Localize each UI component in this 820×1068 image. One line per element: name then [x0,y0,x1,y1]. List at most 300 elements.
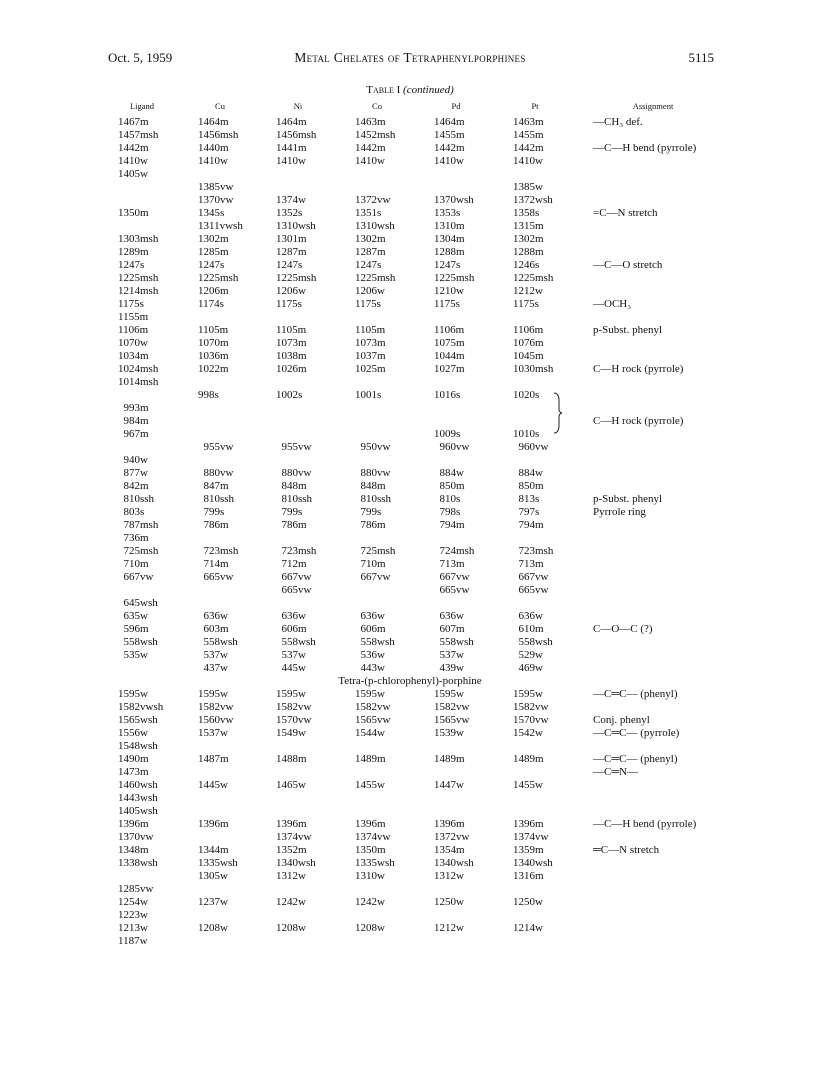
cell-co: 1247s [355,259,382,271]
cell-ni: 1301m [276,233,307,245]
table-row [0,935,820,948]
cell-ligand: 1595w [118,688,148,700]
cell-cu: 998s [198,389,219,401]
cell-pt: 1455m [513,129,544,141]
table-row [0,506,820,519]
cell-pd: 1455m [434,129,465,141]
cell-ni: 1352m [276,844,307,856]
cell-pt: 713m [518,558,544,570]
cell-ligand: 1473m [118,766,149,778]
cell-ni: 1105m [276,324,307,336]
cell-ligand: 1175s [118,298,144,310]
table-row [0,350,820,363]
column-header-co: Co [372,101,382,111]
cell-co: 725msh [360,545,396,557]
cell-pt: 1316m [513,870,544,882]
cell-ligand: 1410w [118,155,148,167]
cell-pt: 884w [518,467,543,479]
cell-pt: 1396m [513,818,544,830]
table-row [0,467,820,480]
cell-pd: 1582vw [434,701,470,713]
table-row [0,168,820,181]
cell-pd: 1370wsh [434,194,474,206]
cell-pd: 960vw [439,441,470,453]
cell-ni: 1582vw [276,701,312,713]
cell-assignment: ═C—N stretch [593,844,660,856]
cell-pt: 1595w [513,688,543,700]
cell-pd: 1396m [434,818,465,830]
cell-pt: 636w [518,610,543,622]
cell-ligand: 1223w [118,909,148,921]
cell-ni: 810ssh [281,493,313,505]
cell-co: 1463m [355,116,386,128]
cell-pd: 607m [439,623,465,635]
cell-cu: 437w [203,662,228,674]
cell-co: 1310w [355,870,385,882]
cell-pt: 850m [518,480,544,492]
cell-co: 1410w [355,155,385,167]
cell-pd: 537w [439,649,464,661]
cell-pt: 1212w [513,285,543,297]
column-header-ligand: Ligand [129,101,155,111]
cell-pd: 798s [439,506,461,518]
cell-pd: 1310m [434,220,465,232]
cell-cu: 786m [203,519,229,531]
table-row [0,857,820,870]
cell-ni: 667vw [281,571,312,583]
cell-ni: 1287m [276,246,307,258]
cell-pd: 1210w [434,285,464,297]
cell-assignment: p-Subst. phenyl [593,324,663,336]
cell-pt: 1374vw [513,831,549,843]
cell-co: 1310wsh [355,220,395,232]
cell-ni: 1595w [276,688,306,700]
cell-co: 636w [360,610,385,622]
cell-co: 1073m [355,337,386,349]
cell-pd: 1027m [434,363,465,375]
table-row [0,844,820,857]
cell-pd: 713m [439,558,465,570]
table-row [0,636,820,649]
table-row [0,155,820,168]
cell-pd: 1250w [434,896,464,908]
cell-pt: 1020s [513,389,540,401]
cell-pd: 1354m [434,844,465,856]
cell-cu: 1335wsh [198,857,238,869]
table-row [0,688,820,701]
cell-ni: 1247s [276,259,303,271]
cell-ni: 1002s [276,389,303,401]
cell-ligand: 1014msh [118,376,159,388]
cell-ligand: 1582vwsh [118,701,164,713]
table-row [0,584,820,597]
cell-assignment: C—H rock (pyrrole) [593,363,684,375]
cell-pd: 1016s [434,389,461,401]
cell-cu: 723msh [203,545,239,557]
cell-pt: 1045m [513,350,544,362]
cell-ligand: 1457msh [118,129,159,141]
cell-ligand: 967m [123,428,149,440]
table-row [0,142,820,155]
cell-co: 1208w [355,922,385,934]
table-row [0,194,820,207]
cell-ni: 1396m [276,818,307,830]
cell-cu: 1445w [198,779,228,791]
table-row [0,272,820,285]
cell-pt: 1175s [513,298,539,310]
cell-pd: 1212w [434,922,464,934]
cell-ligand: 535w [123,649,148,661]
table-row [0,220,820,233]
cell-co: 1287m [355,246,386,258]
cell-ni: 665vw [281,584,312,596]
cell-pd: 1312w [434,870,464,882]
cell-ni: 1456msh [276,129,317,141]
table-body [0,116,820,948]
cell-ligand: 1106m [118,324,149,336]
table-row [0,714,820,727]
cell-cu: 537w [203,649,228,661]
cell-ligand: 1396m [118,818,149,830]
cell-co: 880vw [360,467,391,479]
cell-ligand: 1214msh [118,285,159,297]
cell-ligand: 635w [123,610,148,622]
cell-pd: 1288m [434,246,465,258]
cell-cu: 810ssh [203,493,235,505]
cell-co: 1351s [355,207,382,219]
cell-pt: 558wsh [518,636,553,648]
cell-co: 1037m [355,350,386,362]
table-row [0,558,820,571]
table-row [0,428,820,441]
cell-co: 1595w [355,688,385,700]
cell-ligand: 787msh [123,519,159,531]
cell-ligand: 1213w [118,922,148,934]
cell-pd: 636w [439,610,464,622]
cell-cu: 665vw [203,571,234,583]
cell-pt: 813s [518,493,540,505]
table-row [0,181,820,194]
cell-pt: 1442m [513,142,544,154]
page-number: 5115 [688,50,714,65]
cell-cu: 558wsh [203,636,238,648]
table-row [0,259,820,272]
cell-ligand: 1070w [118,337,148,349]
cell-co: 1302m [355,233,386,245]
cell-ligand: 1289m [118,246,149,258]
cell-co: 1242w [355,896,385,908]
section-heading: Tetra-(p-chlorophenyl)-porphine [338,675,482,687]
cell-cu: 1385vw [198,181,234,193]
cell-co: 1565vw [355,714,391,726]
cell-cu: 1344m [198,844,229,856]
column-header-ni: Ni [293,101,303,111]
cell-cu: 1305w [198,870,228,882]
cell-assignment: Conj. phenyl [593,714,650,726]
cell-pd: 1225msh [434,272,475,284]
cell-ligand: 1370vw [118,831,154,843]
cell-ligand: 803s [123,506,145,518]
cell-ligand: 1024msh [118,363,159,375]
table-row [0,233,820,246]
cell-ni: 1488m [276,753,307,765]
cell-co: 1175s [355,298,381,310]
table-row [0,129,820,142]
table-row [0,623,820,636]
cell-co: 1544w [355,727,385,739]
cell-co: 1372vw [355,194,391,206]
cell-pd: 1410w [434,155,464,167]
cell-pd: 1009s [434,428,461,440]
table-row [0,909,820,922]
table-row [0,662,820,675]
cell-ligand: 725msh [123,545,159,557]
cell-co: 1335wsh [355,857,395,869]
cell-ligand: 1442m [118,142,149,154]
cell-pd: 1247s [434,259,461,271]
cell-ni: 1340wsh [276,857,316,869]
table-row [0,701,820,714]
cell-assignment: p-Subst. phenyl [593,493,663,505]
cell-cu: 1022m [198,363,229,375]
cell-pd: 1447w [434,779,464,791]
cell-cu: 1345s [198,207,225,219]
table-row [0,792,820,805]
cell-ligand: 1254w [118,896,148,908]
cell-assignment: —C═N— [593,766,639,778]
table-row [0,649,820,662]
cell-ni: 1465w [276,779,306,791]
cell-ligand: 993m [123,402,149,414]
cell-co: 799s [360,506,382,518]
cell-assignment: =C—N stretch [593,207,658,219]
cell-co: 443w [360,662,385,674]
cell-ni: 1410w [276,155,306,167]
cell-ni: 799s [281,506,303,518]
table-row [0,207,820,220]
cell-pt: 1076m [513,337,544,349]
cell-assignment: —C—H bend (pyrrole) [593,818,697,830]
cell-cu: 1396m [198,818,229,830]
cell-ligand: 1187w [118,935,148,947]
cell-ligand: 877w [123,467,148,479]
cell-ni: 1175s [276,298,302,310]
cell-pt: 1372wsh [513,194,553,206]
cell-co: 1350m [355,844,386,856]
cell-pt: 1106m [513,324,544,336]
table-label: Table I [366,84,401,96]
cell-ligand: 1460wsh [118,779,158,791]
table-row [0,298,820,311]
cell-cu: 1464m [198,116,229,128]
cell-pt: 1302m [513,233,544,245]
cell-cu: 1440m [198,142,229,154]
table-row [0,389,820,402]
cell-ni: 1206w [276,285,306,297]
cell-co: 536w [360,649,385,661]
table-row [0,545,820,558]
cell-assignment: Pyrrole ring [593,506,646,518]
cell-assignment: C—O—C (?) [593,623,653,635]
table-row [0,311,820,324]
cell-pt: 1250w [513,896,543,908]
cell-pd: 1489m [434,753,465,765]
cell-pd: 1044m [434,350,465,362]
table-row [0,454,820,467]
cell-ligand: 736m [123,532,149,544]
cell-ni: 537w [281,649,306,661]
cell-ni: 1352s [276,207,303,219]
cell-co: 1025m [355,363,386,375]
table-row [0,818,820,831]
cell-ni: 1026m [276,363,307,375]
cell-ni: 606m [281,623,307,635]
cell-ni: 1464m [276,116,307,128]
table-row [0,805,820,818]
cell-assignment: —C—H bend (pyrrole) [593,142,697,154]
cell-pt: 723msh [518,545,554,557]
cell-cu: 880vw [203,467,234,479]
cell-ni: 1312w [276,870,306,882]
cell-pd: 667vw [439,571,470,583]
cell-cu: 1237w [198,896,228,908]
table-row [0,532,820,545]
cell-pt: 1385w [513,181,543,193]
cell-ligand: 558wsh [123,636,158,648]
cell-pd: 1565vw [434,714,470,726]
cell-cu: 1208w [198,922,228,934]
cell-pt: 1410w [513,155,543,167]
cell-ni: 1441m [276,142,307,154]
cell-pt: 1358s [513,207,540,219]
table-row [0,779,820,792]
cell-co: 1374vw [355,831,391,843]
section-heading-row [0,675,820,688]
cell-ni: 1310wsh [276,220,316,232]
cell-ligand: 645wsh [123,597,158,609]
cell-ligand: 710m [123,558,149,570]
cell-assignment: —C═C— (phenyl) [593,688,678,700]
table-row [0,324,820,337]
cell-ni: 445w [281,662,306,674]
cell-ligand: 984m [123,415,149,427]
cell-pt: 1315m [513,220,544,232]
table-row [0,870,820,883]
cell-pd: 1595w [434,688,464,700]
cell-co: 606m [360,623,386,635]
cell-cu: 1537w [198,727,228,739]
table-caption [0,84,820,96]
cell-co: 710m [360,558,386,570]
cell-ligand: 842m [123,480,149,492]
cell-pd: 1304m [434,233,465,245]
table-row [0,896,820,909]
cell-cu: 1225msh [198,272,239,284]
cell-ligand: 1225msh [118,272,159,284]
cell-ni: 1549w [276,727,306,739]
table-row [0,376,820,389]
cell-co: 1225msh [355,272,396,284]
cell-pd: 884w [439,467,464,479]
table-row [0,480,820,493]
cell-pt: 1359m [513,844,544,856]
cell-pt: 1582vw [513,701,549,713]
column-header-pd: Pd [451,101,461,111]
cell-co: 786m [360,519,386,531]
cell-ligand: 1350m [118,207,149,219]
table-row [0,337,820,350]
cell-ligand: 1490m [118,753,149,765]
cell-assignment: —CH₃ def. [593,116,643,128]
cell-pd: 724msh [439,545,475,557]
cell-ni: 558wsh [281,636,316,648]
cell-ni: 955vw [281,441,312,453]
cell-co: 950vw [360,441,391,453]
cell-pt: 1288m [513,246,544,258]
cell-pd: 665vw [439,584,470,596]
table-row [0,610,820,623]
table-row [0,571,820,584]
cell-cu: 714m [203,558,229,570]
cell-co: 1206w [355,285,385,297]
cell-cu: 636w [203,610,228,622]
cell-ligand: 1405w [118,168,148,180]
cell-cu: 1560vw [198,714,234,726]
column-headers [0,101,820,115]
table-row [0,831,820,844]
cell-co: 558wsh [360,636,395,648]
cell-cu: 1595w [198,688,228,700]
cell-cu: 1247s [198,259,225,271]
cell-ni: 1208w [276,922,306,934]
table-row [0,519,820,532]
cell-pd: 558wsh [439,636,474,648]
table-row [0,285,820,298]
cell-assignment: —C═C— (phenyl) [593,753,678,765]
table-row [0,766,820,779]
cell-assignment: C—H rock (pyrrole) [593,415,684,427]
cell-pd: 1175s [434,298,460,310]
cell-ligand: 1338wsh [118,857,158,869]
table-row [0,415,820,428]
cell-cu: 1174s [198,298,224,310]
cell-co: 1452msh [355,129,396,141]
cell-pt: 794m [518,519,544,531]
header-date: Oct. 5, 1959 [108,50,173,65]
cell-ni: 636w [281,610,306,622]
cell-pt: 1246s [513,259,540,271]
cell-pd: 794m [439,519,465,531]
cell-pt: 1225msh [513,272,554,284]
cell-ligand: 667vw [123,571,154,583]
table-label-suffix: (continued) [403,84,454,96]
cell-cu: 1582vw [198,701,234,713]
cell-cu: 1370vw [198,194,234,206]
cell-pd: 1539w [434,727,464,739]
table-row [0,740,820,753]
cell-pt: 1570vw [513,714,549,726]
cell-co: 1489m [355,753,386,765]
cell-co: 667vw [360,571,391,583]
cell-ligand: 1285vw [118,883,154,895]
cell-cu: 847m [203,480,229,492]
column-header-pt: Pt [531,101,539,111]
table-row [0,116,820,129]
cell-pd: 1106m [434,324,465,336]
cell-ni: 1570vw [276,714,312,726]
cell-ligand: 1034m [118,350,149,362]
table-row [0,727,820,740]
